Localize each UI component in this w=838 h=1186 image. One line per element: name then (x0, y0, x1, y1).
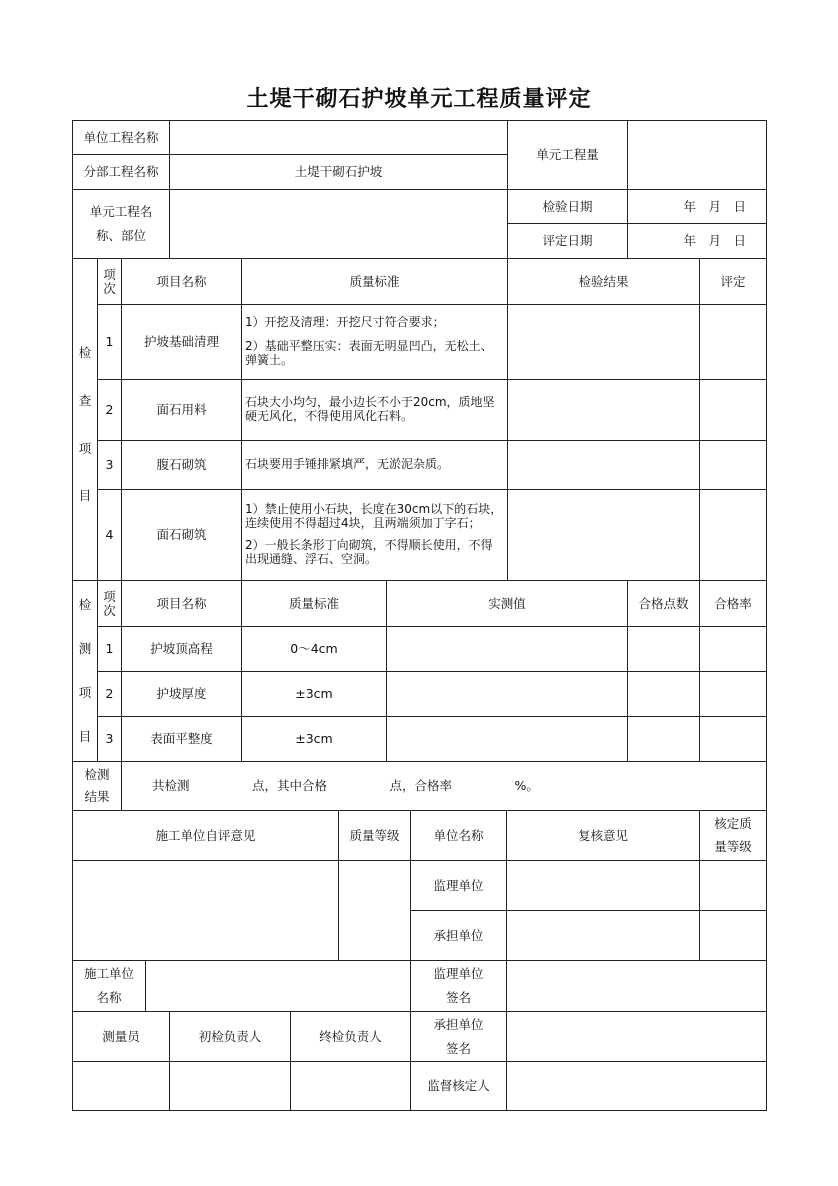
measure-row-value[interactable] (386, 626, 628, 672)
measure-row-no: 2 (97, 671, 122, 717)
col-no: 项次 (97, 258, 122, 305)
measure-row-pass-rate[interactable] (699, 671, 767, 717)
measure-row-standard: ±3cm (241, 716, 387, 762)
col-pass-rate: 合格率 (699, 580, 767, 627)
first-check-field[interactable] (169, 1061, 291, 1111)
side-char: 项 (78, 685, 92, 701)
side-char: 检 (78, 597, 92, 613)
check-row-eval[interactable] (699, 304, 767, 380)
inspect-date-label: 检验日期 (507, 189, 628, 224)
measure-row-no: 1 (97, 626, 122, 672)
grade-field[interactable] (338, 860, 411, 961)
surveyor-field[interactable] (72, 1061, 170, 1111)
form-title: 土堤干砌石护坡单元工程质量评定 (246, 86, 592, 112)
measure-row-pass-rate[interactable] (699, 626, 767, 672)
builder-name-field[interactable] (145, 960, 411, 1012)
contractor-label: 承担单位 (410, 910, 507, 961)
side-char: 目 (78, 729, 92, 745)
check-row-name: 腹石砌筑 (121, 440, 242, 490)
supervisor-sign-label: 监理单位签名 (410, 960, 507, 1012)
check-row-standard: 石块要用手锤排紧填严，无淤泥杂质。 (241, 440, 508, 490)
verifier-label: 监督核定人 (410, 1061, 507, 1111)
contractor-sign-field[interactable] (506, 1011, 767, 1062)
unit-name-label: 单位名称 (410, 810, 507, 861)
check-items-side-label (72, 258, 98, 581)
measure-row-value[interactable] (386, 716, 628, 762)
measure-row-pass-count[interactable] (627, 626, 700, 672)
side-char: 测 (78, 641, 92, 657)
measure-row-value[interactable] (386, 671, 628, 717)
supervisor-sign-field[interactable] (506, 960, 767, 1012)
measure-row-pass-rate[interactable] (699, 716, 767, 762)
check-row-no: 3 (97, 440, 122, 490)
contractor-sign-label: 承担单位签名 (410, 1011, 507, 1062)
inspect-date-field[interactable]: 年 月 日 (627, 189, 767, 224)
side-char: 项 (78, 440, 92, 456)
result-text: 共检测 点，其中合格 点，合格率 %。 (121, 761, 767, 811)
builder-name-label: 施工单位名称 (72, 960, 146, 1012)
unit-project-label: 单位工程名称 (72, 120, 170, 155)
check-row-eval[interactable] (699, 440, 767, 490)
check-row-result[interactable] (507, 304, 700, 380)
col-standard: 质量标准 (241, 580, 387, 627)
self-eval-label: 施工单位自评意见 (72, 810, 339, 861)
measure-items-side-label (72, 580, 98, 762)
final-check-label: 终检负责人 (290, 1011, 411, 1062)
col-pass-count: 合格点数 (627, 580, 700, 627)
sub-project-label: 分部工程名称 (72, 154, 170, 190)
self-eval-field[interactable] (72, 860, 339, 961)
verifier-field[interactable] (506, 1061, 767, 1111)
check-row-standard: 1）开挖及清理：开挖尺寸符合要求； 2）基础平整压实：表面无明显凹凸，无松土、弹簧土。 (241, 304, 508, 380)
measure-row-name: 护坡顶高程 (121, 626, 242, 672)
measure-row-name: 护坡厚度 (121, 671, 242, 717)
check-row-name: 面石砌筑 (121, 489, 242, 581)
quantity-field[interactable] (627, 120, 767, 190)
quantity-label: 单元工程量 (507, 120, 628, 190)
measure-row-pass-count[interactable] (627, 716, 700, 762)
col-result: 检验结果 (507, 258, 700, 305)
supervisor-review-field[interactable] (506, 860, 700, 911)
col-measured: 实测值 (386, 580, 628, 627)
side-char: 检 (78, 345, 92, 360)
eval-date-field[interactable]: 年 月 日 (627, 223, 767, 259)
check-row-eval[interactable] (699, 489, 767, 581)
element-field[interactable] (169, 189, 508, 259)
col-no: 项次 (97, 580, 122, 627)
supervisor-grade-field[interactable] (699, 860, 767, 911)
contractor-grade-field[interactable] (699, 910, 767, 961)
check-row-no: 1 (97, 304, 122, 380)
check-row-no: 2 (97, 379, 122, 441)
col-standard: 质量标准 (241, 258, 508, 305)
measure-row-standard: 0～4cm (241, 626, 387, 672)
result-label: 检测结果 (72, 761, 122, 811)
check-row-result[interactable] (507, 379, 700, 441)
final-grade-label: 核定质量等级 (699, 810, 767, 861)
first-check-label: 初检负责人 (169, 1011, 291, 1062)
measure-row-name: 表面平整度 (121, 716, 242, 762)
sub-project-value: 土堤干砌石护坡 (169, 154, 508, 190)
measure-row-pass-count[interactable] (627, 671, 700, 717)
contractor-review-field[interactable] (506, 910, 700, 961)
col-name: 项目名称 (121, 258, 242, 305)
measure-row-no: 3 (97, 716, 122, 762)
side-char: 查 (78, 392, 92, 408)
check-row-eval[interactable] (699, 379, 767, 441)
check-row-name: 护坡基础清理 (121, 304, 242, 380)
review-label: 复核意见 (506, 810, 700, 861)
check-row-result[interactable] (507, 489, 700, 581)
final-check-field[interactable] (290, 1061, 411, 1111)
check-row-name: 面石用料 (121, 379, 242, 441)
col-eval: 评定 (699, 258, 767, 305)
check-row-standard: 石块大小均匀，最小边长不小于20cm，质地坚硬无风化，不得使用风化石料。 (241, 379, 508, 441)
surveyor-label: 测量员 (72, 1011, 170, 1062)
side-char: 目 (78, 488, 92, 504)
supervisor-label: 监理单位 (410, 860, 507, 911)
col-name: 项目名称 (121, 580, 242, 627)
element-label: 单元工程名称、部位 (72, 189, 170, 259)
measure-row-standard: ±3cm (241, 671, 387, 717)
eval-date-label: 评定日期 (507, 223, 628, 259)
unit-project-field[interactable] (169, 120, 508, 155)
check-row-result[interactable] (507, 440, 700, 490)
check-row-no: 4 (97, 489, 122, 581)
check-row-standard: 1）禁止使用小石块，长度在30cm以下的石块，连续使用不得超过4块，且两端须加丁字石； 2）一般长条形丁向砌筑，不得顺长使用，不得出现通缝、浮石、空洞。 (241, 489, 508, 581)
grade-label: 质量等级 (338, 810, 411, 861)
